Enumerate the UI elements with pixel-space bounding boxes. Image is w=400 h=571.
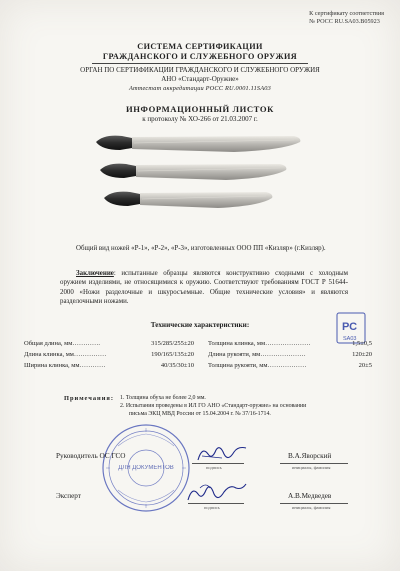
- spec-value: 190/165/135±20: [151, 351, 194, 358]
- accreditation-line: Аттестат аккредитации РОСС RU.0001.11SA03: [128, 85, 272, 92]
- certificate-reference-line1: К сертификату соответствия: [309, 10, 384, 17]
- specs-right-column: [208, 340, 372, 373]
- notes-label: Примечания:: [64, 395, 114, 402]
- note-item: 2. Испытания проведены в ИЛ ГО АНО «Стандарт-оружие» на основании: [120, 402, 307, 409]
- specs-heading: Технические характеристики:: [150, 321, 250, 329]
- expert-name-caption: инициалы, фамилия: [292, 505, 331, 510]
- spec-row: [208, 340, 372, 351]
- certificate-reference-number: № РОСС RU.SA03.В05923: [309, 18, 380, 25]
- head-name-caption: инициалы, фамилия: [292, 465, 331, 470]
- conclusion-paragraph: [60, 269, 348, 307]
- system-title-line1: СИСТЕМА СЕРТИФИКАЦИИ: [137, 42, 263, 51]
- knife-r1: [96, 136, 300, 152]
- spec-value: 20±5: [358, 362, 372, 369]
- protocol-reference: к протоколу № ХО-266 от 21.03.2007 г.: [142, 115, 258, 123]
- spec-row: [24, 362, 194, 373]
- spec-label: Длина клинка, мм……………: [24, 351, 107, 358]
- spec-label: Длина рукояти, мм…………………: [208, 351, 306, 358]
- spec-value: 40/35/30±10: [160, 362, 194, 369]
- spec-label: Ширина клинка, мм…………: [24, 362, 106, 369]
- svg-text:РС: РС: [342, 321, 358, 333]
- spec-row: [208, 362, 372, 373]
- official-seal: [100, 422, 192, 514]
- expert-name-line: [280, 503, 348, 504]
- knife-r3: [104, 192, 272, 208]
- certification-body: [0, 66, 400, 84]
- knife-r2: [100, 164, 286, 180]
- head-signature-caption: подпись: [206, 465, 222, 470]
- spec-label: Толщина клинка, мм…………………: [208, 340, 311, 347]
- spec-value: 315/285/255±20: [151, 340, 194, 347]
- certification-body-line2: АНО «Стандарт-Оружие»: [161, 75, 239, 83]
- system-title: [0, 42, 400, 62]
- conclusion-text: : испытанные образцы являются конструктивно сходными с холодным оружием изделиями, не относящимися к оружию. Соответствуют требованиям ГОСТ Р 51644-2000 «Ножи разделочные и шкуросъемные. Общие технические условия» и являются разделочными ножами.: [60, 270, 348, 306]
- header-rule: [92, 63, 308, 64]
- note-item: письма ЭКЦ МВД России от 15.04.2004 г. № 37/16-1714.: [129, 410, 271, 417]
- spec-row: [24, 340, 194, 351]
- head-name: В.А.Яворский: [288, 452, 332, 460]
- general-view-paragraph: Общий вид ножей «Р-1», «Р-2», «Р-3», изготовленных ООО ПП «Кизляр» (г.Кизляр).: [76, 245, 326, 252]
- head-title: Руководитель ОС ГСО: [56, 452, 126, 460]
- expert-signature-caption: подпись: [204, 505, 220, 510]
- spec-label: Общая длина, мм………….: [24, 340, 101, 347]
- document-title: ИНФОРМАЦИОННЫЙ ЛИСТОК: [125, 104, 275, 114]
- certification-mark-code: SA03: [343, 336, 357, 342]
- specs-left-column: [24, 340, 194, 373]
- expert-name: А.В.Медведев: [288, 492, 332, 500]
- note-item: 1. Толщина обуха не более 2,0 мм.: [120, 395, 206, 401]
- head-name-line: [280, 463, 348, 464]
- notes-list: [92, 395, 377, 418]
- spec-row: [208, 351, 372, 362]
- spec-value: 1,5±0,5: [352, 340, 372, 347]
- conclusion-label: Заключение: [76, 270, 114, 277]
- seal-center-text: ДЛЯ ДОКУМЕНТОВ: [118, 465, 174, 471]
- expert-title: Эксперт: [56, 492, 81, 500]
- expert-signature-icon: [184, 478, 250, 506]
- system-title-line2: ГРАЖДАНСКОГО И СЛУЖЕБНОГО ОРУЖИЯ: [102, 52, 298, 61]
- spec-row: [24, 351, 194, 362]
- spec-label: Толщина рукояти, мм………………: [208, 362, 307, 369]
- certification-body-line1: ОРГАН ПО СЕРТИФИКАЦИИ ГРАЖДАНСКОГО И СЛУЖЕБНОГО ОРУЖИЯ: [80, 66, 320, 74]
- head-signature-icon: [192, 440, 252, 466]
- certificate-reference: [309, 10, 384, 26]
- spec-value: 120±20: [352, 351, 372, 358]
- knives-photo: [94, 128, 306, 216]
